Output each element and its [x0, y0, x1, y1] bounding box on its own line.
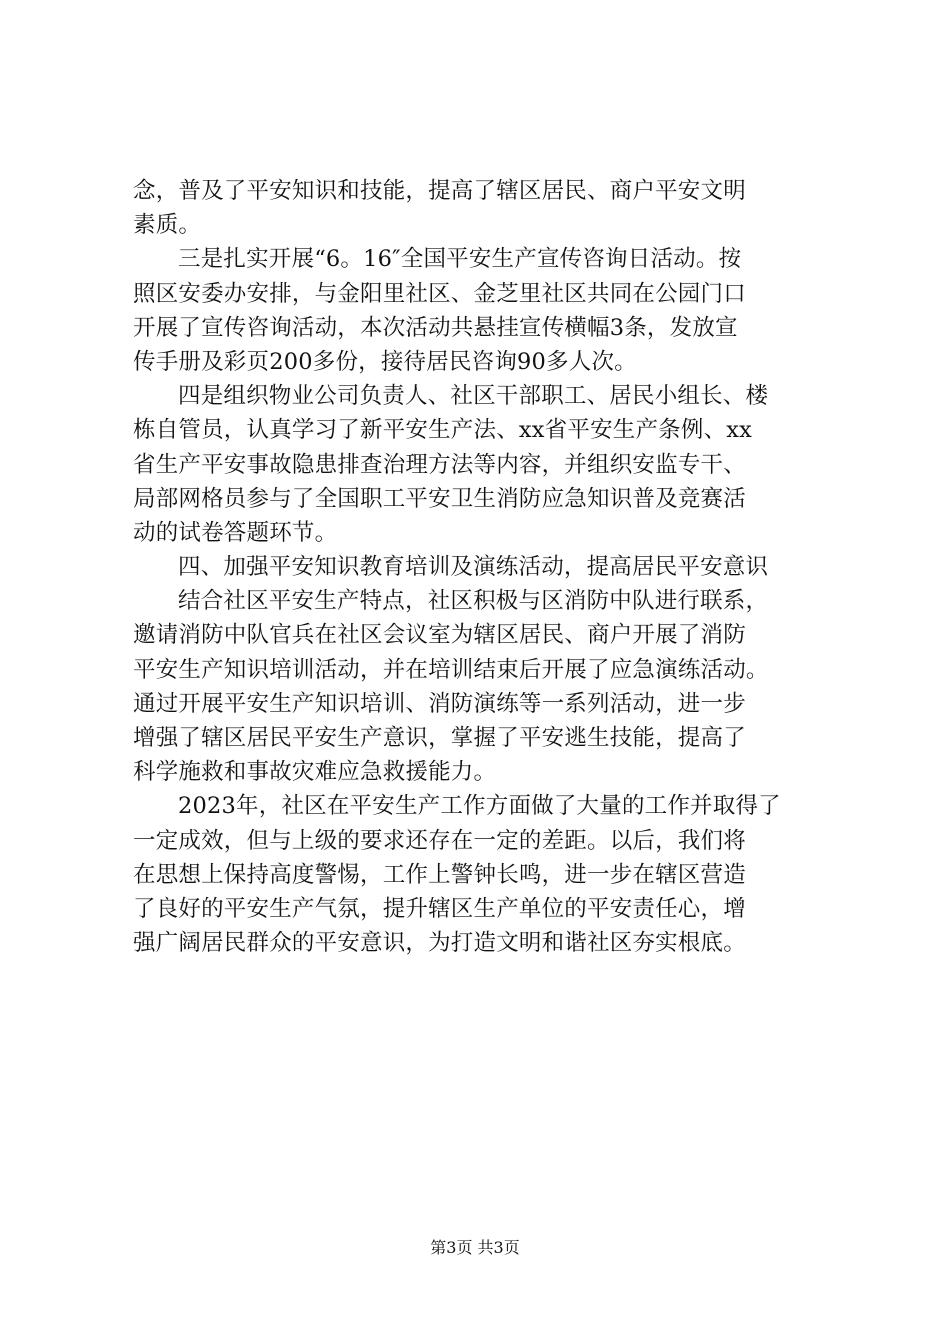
text-line: 邀请消防中队官兵在社区会议室为辖区居民、商户开展了消防 [133, 622, 746, 649]
page-number-footer: 第3页 共3页 [430, 1238, 520, 1257]
text-line: 四是组织物业公司负责人、社区干部职工、居民小组长、楼 [178, 383, 769, 410]
text-line: 增强了辖区居民平安生产意识，掌握了平安逃生技能，提高了 [133, 725, 746, 751]
text-line: 在思想上保持高度警惕，工作上警钟长鸣，进一步在辖区营造 [133, 861, 746, 888]
text-line: 一定成效，但与上级的要求还存在一定的差距。以后，我们将 [133, 827, 746, 854]
text-line: 2023年，社区在平安生产工作方面做了大量的工作并取得了 [178, 793, 781, 820]
text-line: 开展了宣传咨询活动，本次活动共悬挂宣传横幅3条，发放宣 [133, 314, 738, 341]
text-line: 强广阔居民群众的平安意识，为打造文明和谐社区夯实根底。 [133, 930, 746, 957]
text-line: 通过开展平安生产知识培训、消防演练等一系列活动，进一步 [133, 690, 746, 717]
text-line: 动的试卷答题环节。 [133, 519, 338, 546]
text-line: 平安生产知识培训活动，并在培训结束后开展了应急演练活动。 [133, 656, 769, 683]
text-line: 传手册及彩页200多份，接待居民咨询90多人次。 [133, 348, 637, 375]
text-line: 照区安委办安排，与金阳里社区、金芝里社区共同在公园门口 [133, 280, 746, 307]
text-line: 三是扎实开展“6。16″全国平安生产宣传咨询日活动。按 [178, 246, 742, 273]
document-body [133, 174, 833, 960]
section-heading: 四、加强平安知识教育培训及演练活动，提高居民平安意识 [178, 554, 769, 581]
text-line: 科学施救和事故灾难应急救援能力。 [133, 759, 497, 786]
text-line: 局部网格员参与了全国职工平安卫生消防应急知识普及竞赛活 [133, 485, 746, 512]
text-line: 省生产平安事故隐患排查治理方法等内容，并组织安监专干、 [133, 451, 746, 478]
text-line: 素质。 [133, 212, 202, 239]
text-line: 结合社区平安生产特点，社区积极与区消防中队进行联系， [178, 588, 769, 615]
text-line: 栋自管员，认真学习了新平安生产法、xx省平安生产条例、xx [133, 417, 753, 444]
text-line: 了良好的平安生产气氛，提升辖区生产单位的平安责任心，增 [133, 895, 746, 922]
text-line: 念，普及了平安知识和技能，提高了辖区居民、商户平安文明 [133, 178, 746, 204]
